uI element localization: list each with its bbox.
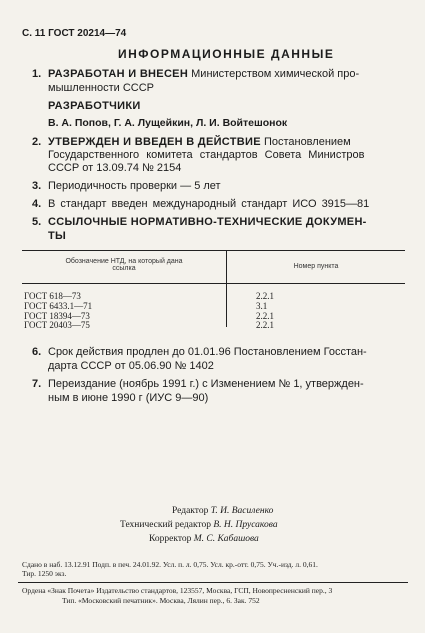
table-row-3-point: 2.2.1 — [256, 311, 274, 321]
section-5 — [32, 216, 367, 228]
section-6-line-1 — [32, 346, 367, 358]
credit-corrector-label: Корректор — [149, 534, 192, 544]
section-2-continuation-2: СССР от 13.09.74 № 2154 — [48, 162, 182, 174]
section-5-number: 5. — [32, 216, 42, 228]
credit-editor — [172, 506, 273, 516]
table-row-4-document: ГОСТ 20403—75 — [24, 320, 90, 330]
section-6-text: Срок действия продлен до 01.01.96 Постановлением Госстан- — [48, 346, 367, 358]
section-3-text: Периодичность проверки — 5 лет — [48, 180, 221, 192]
developers-authors: В. А. Попов, Г. А. Лущейкин, Л. И. Войтешонок — [48, 117, 288, 129]
credit-tech-editor-label: Технический редактор — [120, 520, 211, 530]
footer-printer: Тип. «Московский печатник». Москва, Лялин пер., 6. Зак. 752 — [62, 596, 260, 605]
credit-tech-editor-name: В. Н. Прусакова — [213, 520, 278, 530]
section-4 — [32, 198, 369, 210]
section-6-number: 6. — [32, 346, 42, 358]
section-1-continuation: мышленности СССР — [48, 82, 155, 94]
section-2-number: 2. — [32, 136, 42, 148]
table-top-rule — [22, 250, 405, 251]
table-header-point: Номер пункта — [293, 263, 339, 270]
credit-corrector — [149, 534, 259, 544]
section-3-number: 3. — [32, 180, 42, 192]
section-7-text: Переиздание (ноябрь 1991 г.) с Изменением № 1, утвержден- — [48, 378, 364, 390]
section-4-text: В стандарт введен международный стандарт ИСО 3915—81 — [48, 198, 370, 210]
section-1-text: Министерством химической про- — [191, 68, 360, 80]
section-2-line-1 — [32, 136, 351, 148]
section-2-continuation-1: Государственного комитета стандартов Совета Министров — [48, 149, 365, 161]
section-6-continuation: дарта СССР от 05.06.90 № 1402 — [48, 360, 214, 372]
section-5-lead: ССЫЛОЧНЫЕ НОРМАТИВНО-ТЕХНИЧЕСКИЕ ДОКУМЕН- — [48, 216, 367, 228]
credit-editor-name: Т. И. Василенко — [210, 506, 274, 516]
credit-corrector-name: М. С. Кабашова — [193, 534, 259, 544]
section-4-number: 4. — [32, 198, 42, 210]
section-1-number: 1. — [32, 68, 42, 80]
section-5-continuation: ТЫ — [48, 230, 67, 242]
credit-tech-editor — [120, 520, 278, 530]
table-header-document — [22, 258, 226, 272]
section-1-lead: РАЗРАБОТАН И ВНЕСЕН — [48, 68, 189, 80]
table-header-document-line-2: ссылка — [112, 265, 136, 272]
credit-editor-label: Редактор — [172, 506, 209, 516]
section-7-continuation: ным в июне 1990 г (ИУС 9—90) — [48, 392, 209, 404]
section-2-lead: УТВЕРЖДЕН И ВВЕДЕН В ДЕЙСТВИЕ — [48, 136, 261, 148]
page-header: С. 11 ГОСТ 20214—74 — [22, 28, 127, 39]
imprint-line-1: Сдано в наб. 13.12.91 Подп. в печ. 24.01.92. Усл. п. л. 0,75. Усл. кр.-отт. 0,75. Уч.-изд. л. 0,61. — [22, 560, 318, 569]
section-1-line-1 — [32, 68, 359, 80]
table-column-divider — [226, 250, 227, 327]
section-2-text: Постановлением — [263, 136, 351, 148]
table-row-1-document: ГОСТ 618—73 — [24, 291, 81, 301]
table-row-3-document: ГОСТ 18394—73 — [24, 311, 90, 321]
table-header-rule — [22, 283, 405, 284]
table-row-2-document: ГОСТ 6433.1—71 — [24, 301, 93, 311]
table-row-2-point: 3.1 — [256, 301, 268, 311]
footer-publisher: Ордена «Знак Почета» Издательство стандартов, 123557, Москва, ГСП, Новопресненский пер., 3 — [22, 586, 333, 595]
section-3 — [32, 180, 221, 192]
section-7-number: 7. — [32, 378, 42, 390]
footer-rule — [18, 582, 408, 583]
table-header-document-line-1: Обозначение НТД, на который дана — [65, 258, 183, 265]
imprint-line-2: Тир. 1250 экз. — [22, 569, 67, 578]
document-title: ИНФОРМАЦИОННЫЕ ДАННЫЕ — [118, 47, 335, 61]
table-row-4-point: 2.2.1 — [256, 320, 274, 330]
table-row-1-point: 2.2.1 — [256, 291, 274, 301]
developers-label: РАЗРАБОТЧИКИ — [48, 100, 141, 112]
section-7-line-1 — [32, 378, 364, 390]
